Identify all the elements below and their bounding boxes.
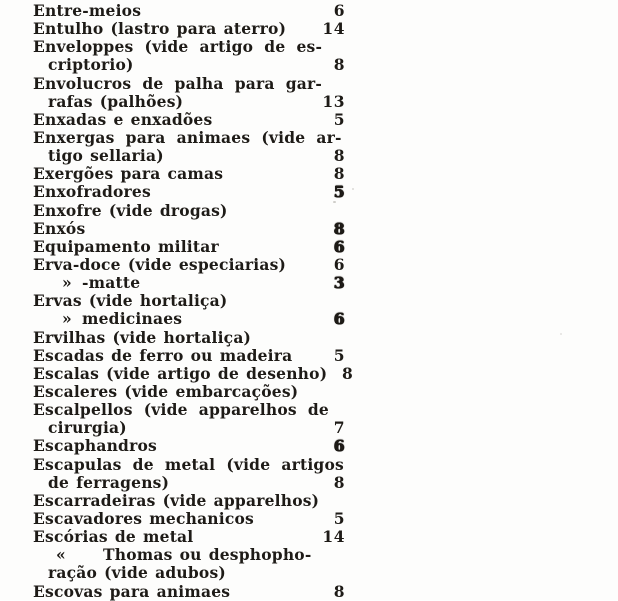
entry-text: Escapulas de metal (vide artigos bbox=[33, 454, 344, 474]
entry-class-number: 13 bbox=[322, 91, 345, 111]
index-entry-row bbox=[33, 564, 345, 582]
index-entry-row bbox=[33, 528, 345, 546]
index-entry-row bbox=[33, 474, 345, 492]
index-entry-row bbox=[33, 401, 345, 419]
index-column bbox=[33, 1, 354, 601]
entry-class-number: 8 bbox=[333, 218, 345, 238]
entry-text: criptorio) bbox=[48, 55, 134, 75]
index-entry-row bbox=[33, 75, 345, 93]
index-entry-row bbox=[33, 419, 345, 437]
index-entry-row bbox=[33, 492, 345, 510]
index-entry-row bbox=[33, 510, 345, 528]
entry-text: Escórias de metal bbox=[33, 527, 194, 547]
entry-text: Entulho (lastro para aterro) bbox=[33, 19, 287, 39]
entry-text: Escaleres (vide embarcações) bbox=[33, 381, 299, 401]
entry-text: cirurgia) bbox=[48, 418, 127, 438]
entry-class-number: 6 bbox=[333, 436, 345, 456]
index-entry-row bbox=[33, 38, 345, 56]
index-entry-row bbox=[33, 437, 345, 455]
ditto-mark: » bbox=[62, 309, 72, 329]
index-entry-row bbox=[33, 383, 345, 401]
index-entry-row bbox=[33, 363, 354, 383]
index-entry-row bbox=[33, 583, 345, 601]
entry-text: Enveloppes (vide artigo de es- bbox=[33, 37, 323, 57]
entry-text: Ervas (vide hortaliça) bbox=[33, 291, 228, 311]
entry-text: Enxofradores bbox=[33, 182, 151, 202]
entry-class-number: 8 bbox=[333, 472, 345, 492]
entry-text: ração (vide adubos) bbox=[48, 563, 226, 583]
entry-class-number: 8 bbox=[333, 146, 345, 166]
entry-text: Escaphandros bbox=[33, 436, 157, 456]
entry-text: Escalpellos (vide apparelhos de bbox=[33, 400, 329, 420]
entry-class-number: 8 bbox=[333, 581, 345, 601]
index-entry-row bbox=[33, 256, 345, 274]
entry-text: Escadas de ferro ou madeira bbox=[33, 345, 293, 365]
entry-text: Enxofre (vide drogas) bbox=[33, 200, 228, 220]
entry-class-number: 6 bbox=[333, 309, 345, 329]
index-entry-row bbox=[33, 20, 345, 38]
entry-text: medicinaes bbox=[82, 309, 183, 329]
entry-text: Escalas (vide artigo de desenho) bbox=[33, 363, 328, 383]
entry-text: Escavadores mechanicos bbox=[33, 508, 254, 528]
entry-class-number: 5 bbox=[333, 109, 345, 129]
index-entry-row bbox=[33, 202, 345, 220]
entry-text: Ervilhas (vide hortaliça) bbox=[33, 327, 252, 347]
entry-text: Enxós bbox=[33, 218, 86, 238]
entry-text: Equipamento militar bbox=[33, 236, 219, 256]
index-entry-row bbox=[33, 220, 345, 238]
entry-text: Enxadas e enxadões bbox=[33, 109, 213, 129]
ditto-mark: « bbox=[56, 545, 66, 565]
index-entry-row bbox=[33, 329, 345, 347]
entry-text: Erva-doce (vide especiarias) bbox=[33, 254, 287, 274]
ditto-mark: » bbox=[62, 273, 72, 293]
index-entry-row bbox=[33, 546, 345, 564]
entry-class-number: 5 bbox=[333, 345, 345, 365]
entry-class-number: 14 bbox=[322, 19, 345, 39]
index-entry-row bbox=[33, 56, 345, 74]
entry-text: -matte bbox=[82, 273, 141, 293]
index-entry-row bbox=[33, 238, 345, 256]
entry-text: Escovas para animaes bbox=[33, 581, 231, 601]
entry-class-number: 5 bbox=[333, 182, 345, 202]
entry-text: Escarradeiras (vide apparelhos) bbox=[33, 490, 320, 510]
entry-text: rafas (palhões) bbox=[48, 91, 184, 111]
scan-speck bbox=[560, 333, 562, 335]
index-entry-row bbox=[33, 2, 345, 20]
index-entry-row bbox=[33, 347, 345, 365]
entry-text: de ferragens) bbox=[48, 472, 170, 492]
entry-class-number: 8 bbox=[333, 164, 345, 184]
index-entry-row bbox=[33, 456, 345, 474]
entry-class-number: 5 bbox=[333, 508, 345, 528]
entry-class-number: 6 bbox=[333, 236, 345, 256]
entry-class-number: 6 bbox=[333, 1, 345, 20]
index-entry-row bbox=[33, 274, 345, 292]
index-entry-row bbox=[33, 93, 345, 111]
scan-speck bbox=[284, 556, 286, 558]
entry-text: Enxergas para animaes (vide ar- bbox=[33, 127, 342, 147]
entry-text: Envolucros de palha para gar- bbox=[33, 73, 322, 93]
entry-text: Thomas ou desphopho- bbox=[103, 545, 312, 565]
entry-class-number: 7 bbox=[333, 418, 345, 438]
index-entry-row bbox=[33, 147, 345, 165]
entry-text: tigo sellaria) bbox=[48, 146, 164, 166]
entry-class-number: 14 bbox=[322, 527, 345, 547]
entry-class-number: 6 bbox=[333, 254, 345, 274]
index-entry-row bbox=[33, 310, 345, 328]
index-entry-row bbox=[33, 183, 345, 201]
entry-class-number: 8 bbox=[341, 363, 354, 383]
entry-class-number: 3 bbox=[333, 273, 345, 293]
entry-class-number: 8 bbox=[333, 55, 345, 75]
scan-speck bbox=[352, 188, 354, 190]
index-entry-row bbox=[33, 165, 345, 183]
index-entry-row bbox=[33, 292, 345, 310]
entry-text: Exergões para camas bbox=[33, 164, 224, 184]
index-entry-row bbox=[33, 129, 345, 147]
scan-speck bbox=[333, 201, 336, 203]
index-entry-row bbox=[33, 111, 345, 129]
entry-text: Entre-meios bbox=[33, 1, 142, 20]
